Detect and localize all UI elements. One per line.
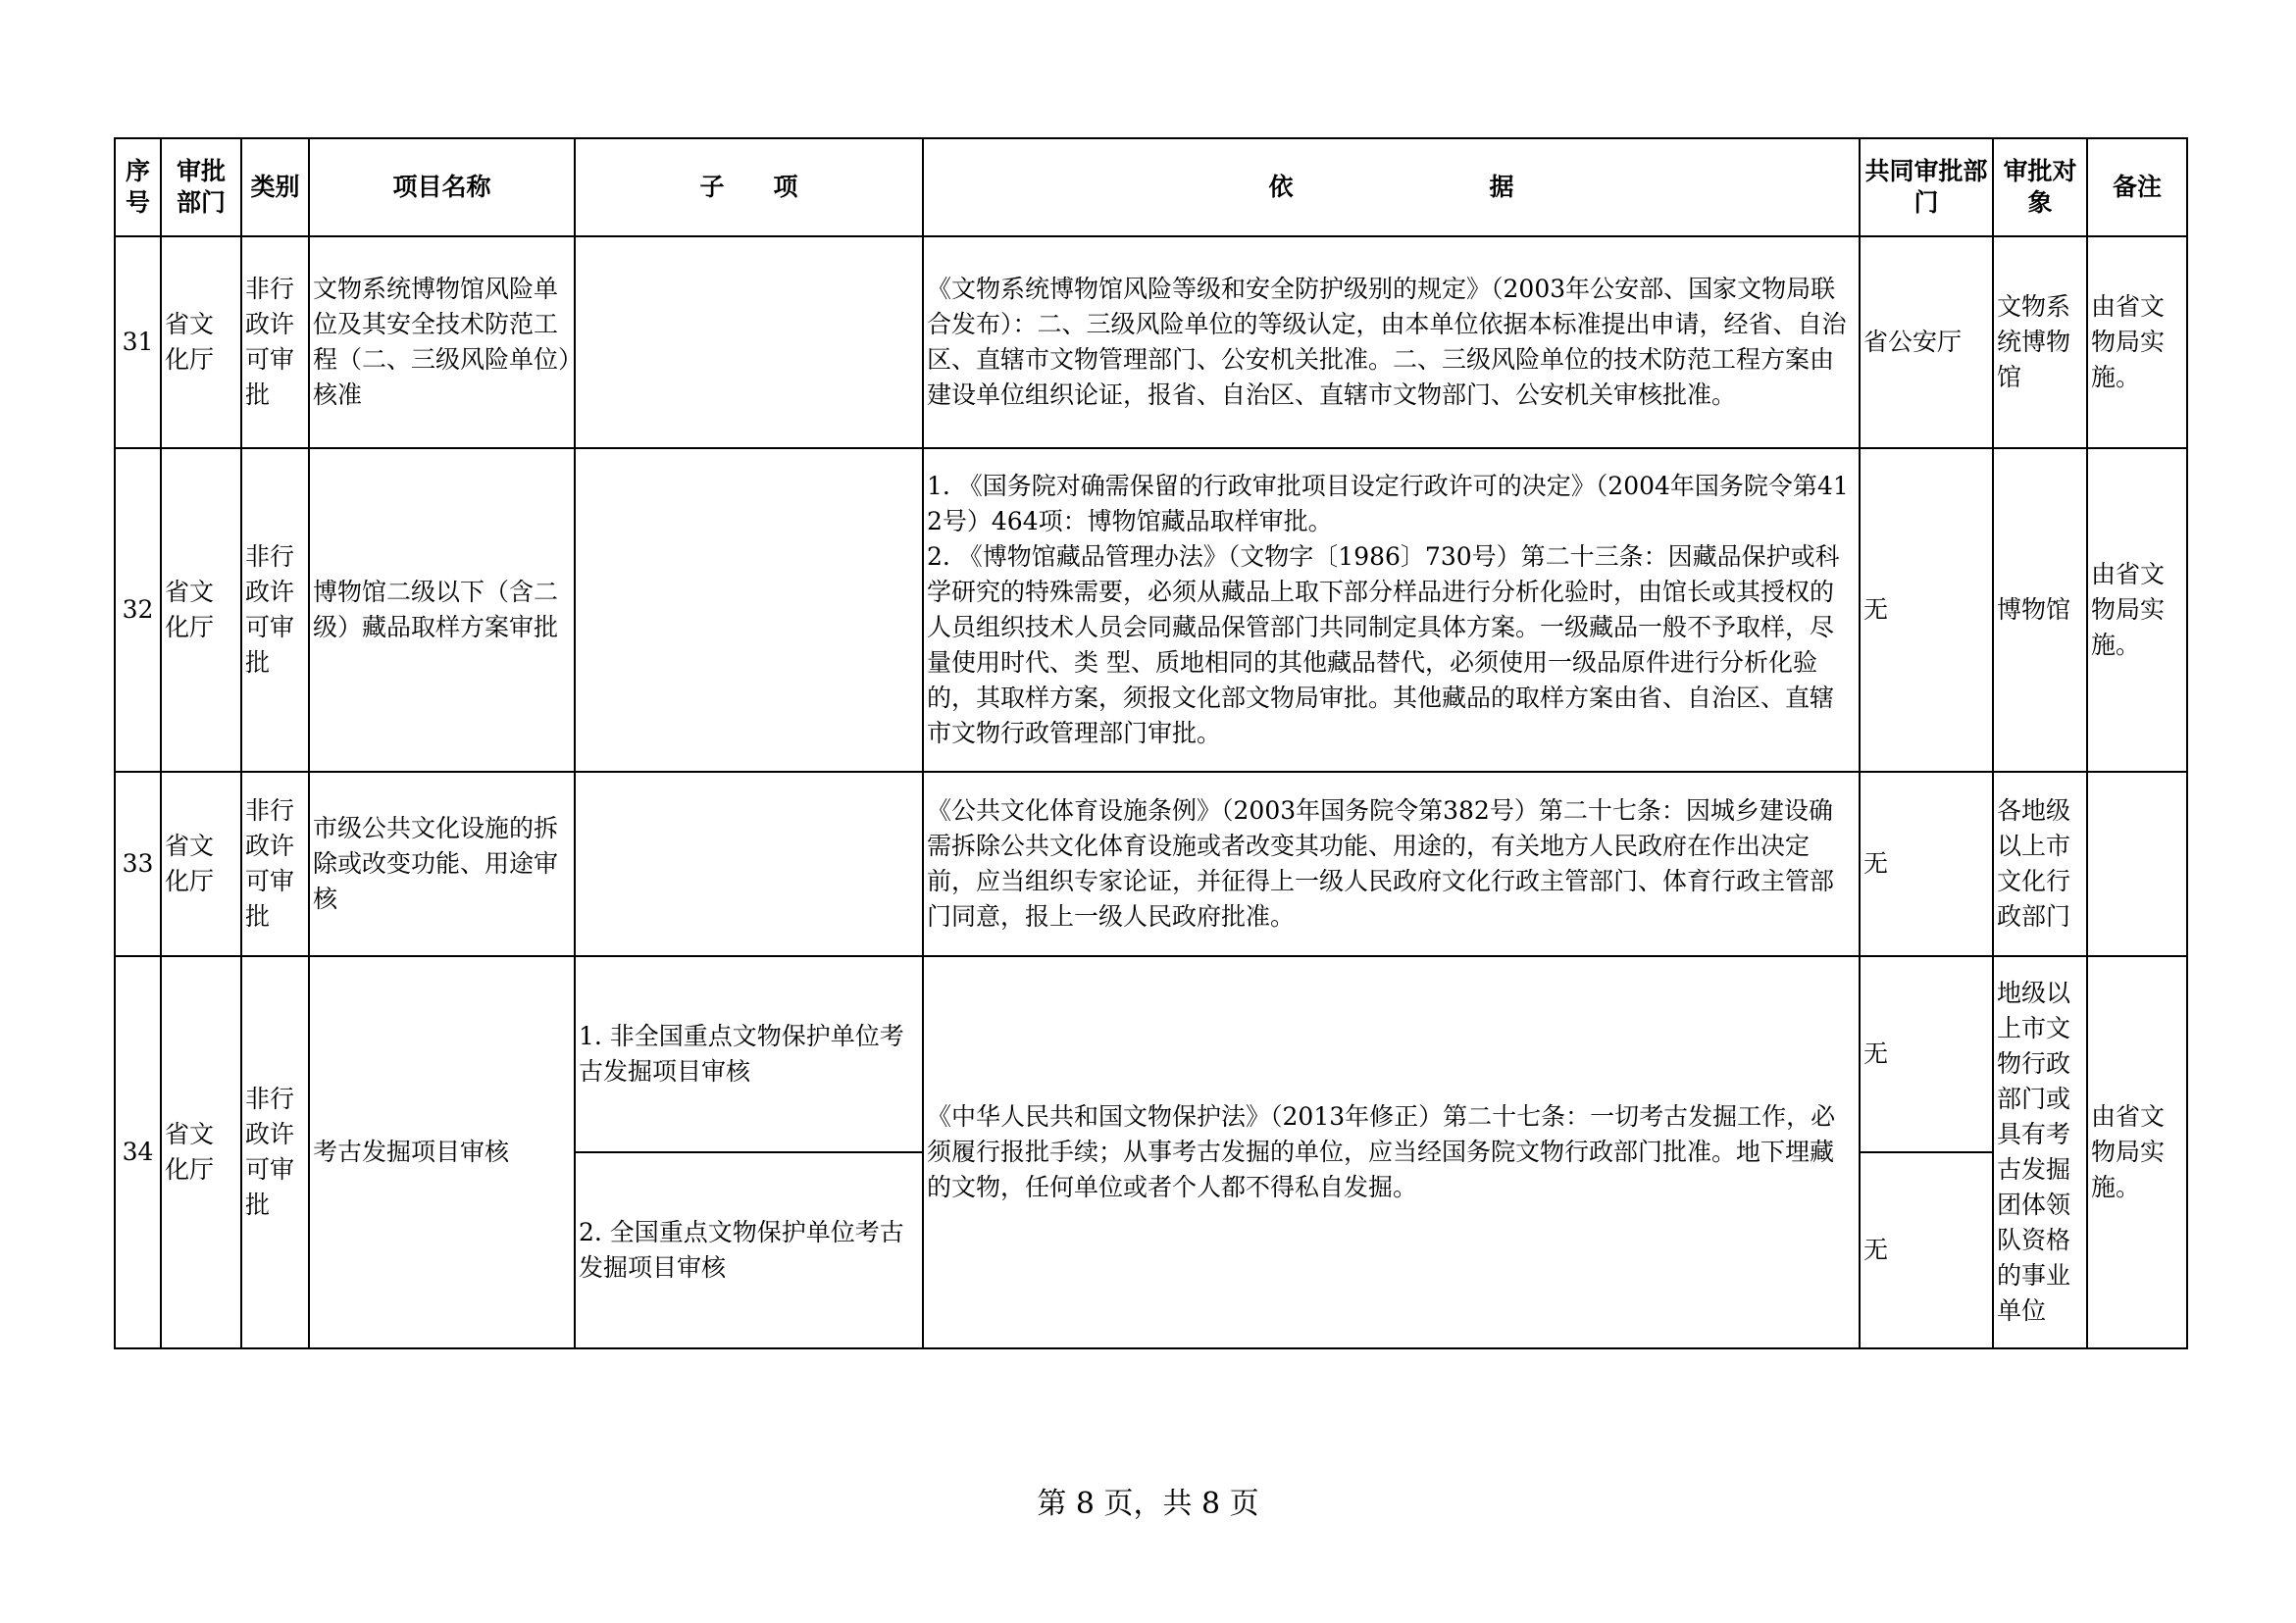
header-category: 类别 — [241, 138, 309, 236]
row-category: 非行政许可审批 — [241, 236, 309, 448]
basis-item-1: 1. 《国务院对确需保留的行政审批项目设定行政许可的决定》（2004年国务院令第412号）464项：博物馆藏品取样审批。 — [927, 472, 1849, 535]
row-dept: 省文化厅 — [161, 956, 241, 1348]
row-joint-2: 无 — [1860, 1152, 1993, 1348]
row-basis: 《中华人民共和国文物保护法》（2013年修正）第二十七条：一切考古发掘工作，必须履行报批手续；从事考古发掘的单位，应当经国务院文物行政部门批准。地下埋藏的文物，任何单位或者个人都不得私自发掘。 — [923, 956, 1860, 1348]
header-subitem: 子 项 — [575, 138, 923, 236]
header-dept: 审批部门 — [161, 138, 241, 236]
row-project: 博物馆二级以下（含二级）藏品取样方案审批 — [309, 448, 575, 772]
table-row — [115, 772, 2187, 956]
row-object: 博物馆 — [1993, 448, 2087, 772]
row-dept: 省文化厅 — [161, 448, 241, 772]
basis-item-2: 2. 《博物馆藏品管理办法》（文物字〔1986〕730号）第二十三条：因藏品保护或科学研究的特殊需要，必须从藏品上取下部分样品进行分析化验时，由馆长或其授权的人员组织技术人员会同藏品保管部门共同制定具体方案。一级藏品一般不予取样，尽量使用时代、类 型、质地相同的其他藏品替代，必须使用一级品原件进行分析化验的，其取样方案，须报文化部文物局审批。其他藏品的取样方案由省、自治区、直辖市文物行政管理部门审批。 — [927, 542, 1840, 747]
row-joint-1: 无 — [1860, 956, 1993, 1152]
row-object: 文物系统博物馆 — [1993, 236, 2087, 448]
header-basis: 依 据 — [923, 138, 1860, 236]
row-subitem — [575, 448, 923, 772]
table-row — [115, 956, 2187, 1152]
header-remark: 备注 — [2087, 138, 2187, 236]
row-category: 非行政许可审批 — [241, 772, 309, 956]
row-remark: 由省文物局实施。 — [2087, 448, 2187, 772]
row-seq: 33 — [115, 772, 161, 956]
row-seq: 34 — [115, 956, 161, 1348]
row-project: 考古发掘项目审核 — [309, 956, 575, 1348]
row-object: 地级以上市文物行政部门或具有考古发掘团体领队资格的事业单位 — [1993, 956, 2087, 1348]
row-category: 非行政许可审批 — [241, 956, 309, 1348]
row-basis: 《公共文化体育设施条例》（2003年国务院令第382号）第二十七条：因城乡建设确需拆除公共文化体育设施或者改变其功能、用途的，有关地方人民政府在作出决定前，应当组织专家论证，并征得上一级人民政府文化行政主管部门、体育行政主管部门同意，报上一级人民政府批准。 — [923, 772, 1860, 956]
row-dept: 省文化厅 — [161, 772, 241, 956]
page-footer: 第 8 页，共 8 页 — [1037, 1487, 1259, 1521]
row-joint: 省公安厅 — [1860, 236, 1993, 448]
row-subitem-2: 2. 全国重点文物保护单位考古发掘项目审核 — [575, 1152, 923, 1348]
table-row — [115, 236, 2187, 448]
header-row — [115, 138, 2187, 236]
header-joint: 共同审批部门 — [1860, 138, 1993, 236]
row-dept: 省文化厅 — [161, 236, 241, 448]
row-object: 各地级以上市文化行政部门 — [1993, 772, 2087, 956]
header-seq: 序号 — [115, 138, 161, 236]
header-project: 项目名称 — [309, 138, 575, 236]
row-joint: 无 — [1860, 448, 1993, 772]
row-remark — [2087, 772, 2187, 956]
row-seq: 32 — [115, 448, 161, 772]
row-subitem-1: 1. 非全国重点文物保护单位考古发掘项目审核 — [575, 956, 923, 1152]
row-category: 非行政许可审批 — [241, 448, 309, 772]
row-remark: 由省文物局实施。 — [2087, 236, 2187, 448]
row-project: 文物系统博物馆风险单位及其安全技术防范工程（二、三级风险单位）核准 — [309, 236, 575, 448]
table-row — [115, 448, 2187, 772]
row-seq: 31 — [115, 236, 161, 448]
row-joint: 无 — [1860, 772, 1993, 956]
row-subitem — [575, 772, 923, 956]
row-basis: 《文物系统博物馆风险等级和安全防护级别的规定》（2003年公安部、国家文物局联合发布）：二、三级风险单位的等级认定，由本单位依据本标准提出申请，经省、自治区、直辖市文物管理部门、公安机关批准。二、三级风险单位的技术防范工程方案由建设单位组织论证，报省、自治区、直辖市文物部门、公安机关审核批准。 — [923, 236, 1860, 448]
row-remark: 由省文物局实施。 — [2087, 956, 2187, 1348]
row-subitem — [575, 236, 923, 448]
header-object: 审批对象 — [1993, 138, 2087, 236]
row-basis — [923, 448, 1860, 772]
approval-table — [114, 137, 2188, 1349]
row-project: 市级公共文化设施的拆除或改变功能、用途审核 — [309, 772, 575, 956]
